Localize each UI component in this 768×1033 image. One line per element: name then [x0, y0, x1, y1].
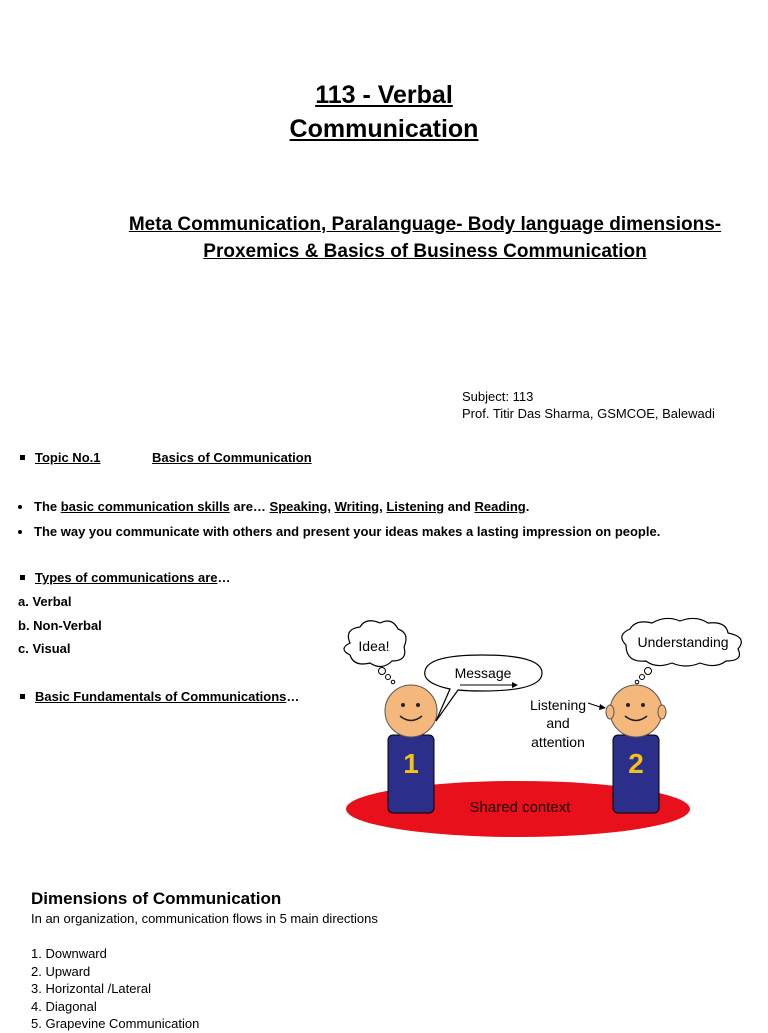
- person-1-eye: [401, 703, 405, 707]
- person-1-number: 1: [403, 748, 419, 779]
- page-title: [0, 78, 768, 146]
- types-heading-text: Types of communications are: [35, 570, 218, 585]
- dimension-item-diagonal: 4. Diagonal: [31, 998, 97, 1014]
- person-2-eye: [626, 703, 630, 707]
- skills-prefix: The: [34, 499, 61, 514]
- dimension-item-upward: 2. Upward: [31, 963, 91, 979]
- types-ellipsis: …: [217, 570, 231, 585]
- dimension-item-horizontal: 3. Horizontal /Lateral: [31, 981, 151, 997]
- person-2-ear: [606, 705, 614, 719]
- thought-dot: [635, 680, 639, 684]
- round-bullet-icon: [18, 530, 22, 534]
- fundamentals-ellipsis: …: [286, 689, 300, 704]
- impression-line: [18, 524, 660, 539]
- round-bullet-icon: [18, 505, 22, 509]
- thought-dot: [391, 680, 395, 684]
- skill-speaking: Speaking: [269, 499, 328, 514]
- type-item-nonverbal: b. Non-Verbal: [18, 618, 102, 633]
- person-2-number: 2: [628, 748, 644, 779]
- title-line-2: Communication: [289, 115, 479, 143]
- skills-mid: are…: [229, 499, 270, 514]
- subject-info: [462, 388, 715, 422]
- subtitle-line-2: Proxemics & Basics of Business Communication: [203, 241, 647, 262]
- types-heading: [20, 570, 231, 585]
- type-item-verbal: a. Verbal: [18, 594, 72, 609]
- person-2-ear: [658, 705, 666, 719]
- skills-phrase: basic communication skills: [60, 499, 230, 514]
- dimensions-title: Dimensions of Communication: [31, 889, 282, 908]
- skill-writing: Writing: [334, 499, 380, 514]
- person-2-face: [610, 685, 662, 737]
- and-label: and: [546, 715, 570, 731]
- square-bullet-icon: [20, 694, 25, 699]
- topic-heading: [20, 450, 100, 465]
- person-1-face: [385, 685, 437, 737]
- fundamentals-heading: [20, 689, 299, 704]
- type-item-visual: c. Visual: [18, 641, 71, 656]
- skill-listening: Listening: [386, 499, 445, 514]
- square-bullet-icon: [20, 575, 25, 580]
- message-label: Message: [454, 665, 512, 681]
- thought-dot: [640, 675, 645, 680]
- title-line-1: 113 - Verbal: [315, 81, 453, 109]
- square-bullet-icon: [20, 455, 25, 460]
- skills-line: [18, 499, 529, 514]
- skills-end: .: [525, 499, 530, 514]
- idea-label: Idea!: [358, 638, 390, 654]
- shared-context-label: Shared context: [469, 799, 571, 816]
- skill-reading: Reading: [474, 499, 526, 514]
- subtitle-line-1: Meta Communication, Paralanguage- Body language dimensions-: [128, 214, 722, 235]
- thought-dot: [379, 668, 386, 675]
- skills-comma: ,: [379, 499, 387, 514]
- thought-dot: [386, 675, 391, 680]
- dimension-item-downward: 1. Downward: [31, 946, 107, 961]
- skills-and: and: [444, 499, 475, 514]
- attention-label: attention: [531, 734, 585, 750]
- listening-arrow: [588, 703, 600, 707]
- skills-comma: ,: [327, 499, 335, 514]
- person-2-eye: [641, 703, 645, 707]
- impression-text: The way you communicate with others and present your ideas makes a lasting impression on people.: [34, 524, 661, 539]
- communication-diagram: [330, 615, 760, 845]
- understanding-label: Understanding: [637, 634, 729, 650]
- page-subtitle: [110, 211, 740, 265]
- topic-title: Basics of Communication: [152, 450, 312, 465]
- fundamentals-heading-text: Basic Fundamentals of Communications: [35, 689, 287, 704]
- dimension-item-grapevine: 5. Grapevine Communication: [31, 1016, 200, 1032]
- arrow-head-icon: [599, 704, 606, 710]
- dimensions-list: [31, 945, 199, 1033]
- person-1-eye: [416, 703, 420, 707]
- dimensions-intro: In an organization, communication flows in 5 main directions: [31, 911, 378, 926]
- listening-label: Listening: [529, 697, 587, 713]
- thought-dot: [645, 668, 652, 675]
- topic-label: Topic No.1: [35, 450, 101, 465]
- subject-line: Subject: 113: [462, 389, 534, 404]
- professor-line: Prof. Titir Das Sharma, GSMCOE, Balewadi: [462, 406, 715, 421]
